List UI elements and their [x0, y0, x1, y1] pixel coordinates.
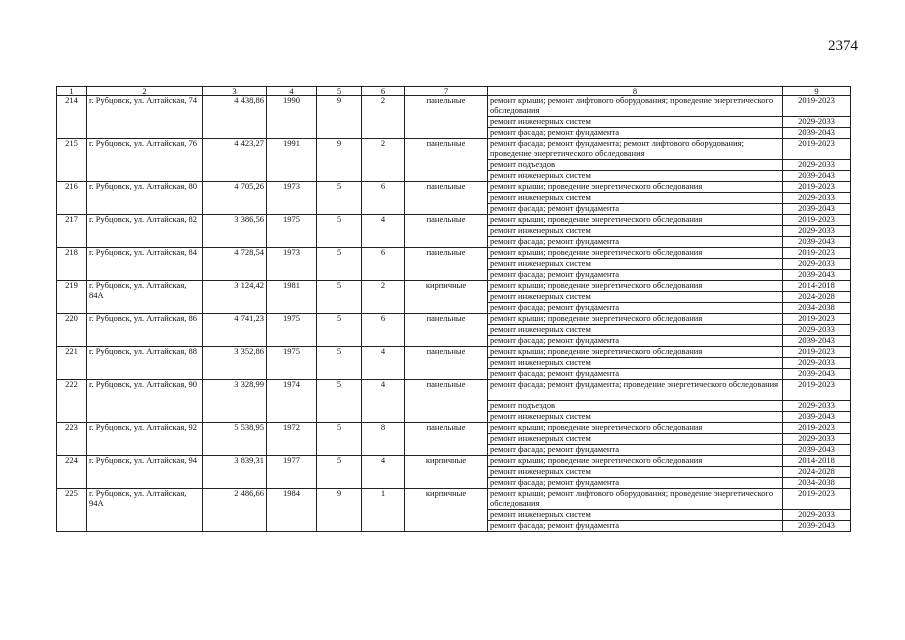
period-cell: 2039-2043: [783, 521, 851, 532]
floors-cell: 5: [317, 215, 362, 248]
column-header: 8: [488, 87, 783, 96]
work-type-cell: ремонт крыши; проведение энергетического обследования: [488, 314, 783, 325]
floors-cell: 5: [317, 456, 362, 489]
column-header: 3: [203, 87, 267, 96]
material-cell: панельные: [405, 139, 488, 182]
column-header: 9: [783, 87, 851, 96]
work-type-cell: ремонт крыши; проведение энергетического обследования: [488, 281, 783, 292]
address-cell: г. Рубцовск, ул. Алтайская, 84: [87, 248, 203, 281]
housing-repair-table: [56, 86, 851, 532]
period-cell: 2019-2023: [783, 347, 851, 358]
year-cell: 1975: [267, 215, 317, 248]
address-cell: г. Рубцовск, ул. Алтайская, 90: [87, 380, 203, 423]
area-cell: 4 438,86: [203, 96, 267, 139]
area-cell: 3 839,31: [203, 456, 267, 489]
work-type-cell: ремонт фасада; ремонт фундамента: [488, 237, 783, 248]
work-type-cell: ремонт подъездов: [488, 160, 783, 171]
table-row: [57, 380, 851, 401]
material-cell: кирпичные: [405, 489, 488, 532]
period-cell: 2024-2028: [783, 467, 851, 478]
work-type-cell: ремонт фасада; ремонт фундамента; проведение энергетического обследования: [488, 380, 783, 401]
work-type-cell: ремонт инженерных систем: [488, 434, 783, 445]
floors-cell: 5: [317, 423, 362, 456]
area-cell: 3 328,99: [203, 380, 267, 423]
year-cell: 1984: [267, 489, 317, 532]
address-cell: г. Рубцовск, ул. Алтайская, 94А: [87, 489, 203, 532]
table-row: [57, 139, 851, 160]
period-cell: 2019-2023: [783, 314, 851, 325]
period-cell: 2029-2033: [783, 401, 851, 412]
address-cell: г. Рубцовск, ул. Алтайская, 86: [87, 314, 203, 347]
period-cell: 2034-2038: [783, 478, 851, 489]
area-cell: 4 728,54: [203, 248, 267, 281]
period-cell: 2029-2033: [783, 358, 851, 369]
entrances-cell: 2: [362, 96, 405, 139]
period-cell: 2029-2033: [783, 193, 851, 204]
entrances-cell: 6: [362, 248, 405, 281]
area-cell: 3 352,86: [203, 347, 267, 380]
year-cell: 1977: [267, 456, 317, 489]
period-cell: 2029-2033: [783, 510, 851, 521]
work-type-cell: ремонт инженерных систем: [488, 467, 783, 478]
row-number: 222: [57, 380, 87, 423]
table-row: [57, 215, 851, 226]
table-row: [57, 248, 851, 259]
address-cell: г. Рубцовск, ул. Алтайская, 94: [87, 456, 203, 489]
row-number: 225: [57, 489, 87, 532]
period-cell: 2019-2023: [783, 380, 851, 401]
area-cell: 2 486,66: [203, 489, 267, 532]
entrances-cell: 4: [362, 347, 405, 380]
work-type-cell: ремонт фасада; ремонт фундамента: [488, 204, 783, 215]
work-type-cell: ремонт фасада; ремонт фундамента: [488, 303, 783, 314]
period-cell: 2029-2033: [783, 325, 851, 336]
period-cell: 2019-2023: [783, 182, 851, 193]
table-row: [57, 182, 851, 193]
work-type-cell: ремонт подъездов: [488, 401, 783, 412]
work-type-cell: ремонт крыши; проведение энергетического обследования: [488, 423, 783, 434]
row-number: 221: [57, 347, 87, 380]
period-cell: 2029-2033: [783, 117, 851, 128]
year-cell: 1975: [267, 314, 317, 347]
period-cell: 2029-2033: [783, 226, 851, 237]
floors-cell: 5: [317, 281, 362, 314]
material-cell: панельные: [405, 380, 488, 423]
work-type-cell: ремонт инженерных систем: [488, 325, 783, 336]
material-cell: панельные: [405, 182, 488, 215]
year-cell: 1981: [267, 281, 317, 314]
table-row: [57, 347, 851, 358]
period-cell: 2029-2033: [783, 160, 851, 171]
work-type-cell: ремонт фасада; ремонт фундамента; ремонт лифтового оборудования; проведение энергетического обследования: [488, 139, 783, 160]
material-cell: панельные: [405, 248, 488, 281]
material-cell: панельные: [405, 423, 488, 456]
row-number: 219: [57, 281, 87, 314]
table-row: [57, 423, 851, 434]
period-cell: 2039-2043: [783, 336, 851, 347]
entrances-cell: 6: [362, 182, 405, 215]
entrances-cell: 1: [362, 489, 405, 532]
work-type-cell: ремонт крыши; проведение энергетического обследования: [488, 248, 783, 259]
address-cell: г. Рубцовск, ул. Алтайская, 92: [87, 423, 203, 456]
column-header: 2: [87, 87, 203, 96]
floors-cell: 5: [317, 314, 362, 347]
work-type-cell: ремонт крыши; проведение энергетического обследования: [488, 215, 783, 226]
row-number: 215: [57, 139, 87, 182]
entrances-cell: 8: [362, 423, 405, 456]
year-cell: 1973: [267, 248, 317, 281]
row-number: 223: [57, 423, 87, 456]
column-header: 4: [267, 87, 317, 96]
address-cell: г. Рубцовск, ул. Алтайская, 88: [87, 347, 203, 380]
period-cell: 2014-2018: [783, 456, 851, 467]
column-number-row: [57, 87, 851, 96]
period-cell: 2039-2043: [783, 445, 851, 456]
work-type-cell: ремонт фасада; ремонт фундамента: [488, 521, 783, 532]
floors-cell: 9: [317, 96, 362, 139]
work-type-cell: ремонт инженерных систем: [488, 193, 783, 204]
column-header: 1: [57, 87, 87, 96]
entrances-cell: 4: [362, 380, 405, 423]
work-type-cell: ремонт фасада; ремонт фундамента: [488, 445, 783, 456]
entrances-cell: 4: [362, 215, 405, 248]
address-cell: г. Рубцовск, ул. Алтайская, 84А: [87, 281, 203, 314]
row-number: 218: [57, 248, 87, 281]
address-cell: г. Рубцовск, ул. Алтайская, 74: [87, 96, 203, 139]
column-header: 7: [405, 87, 488, 96]
table-row: [57, 314, 851, 325]
period-cell: 2019-2023: [783, 215, 851, 226]
work-type-cell: ремонт инженерных систем: [488, 171, 783, 182]
table-row: [57, 281, 851, 292]
work-type-cell: ремонт фасада; ремонт фундамента: [488, 478, 783, 489]
year-cell: 1991: [267, 139, 317, 182]
row-number: 214: [57, 96, 87, 139]
period-cell: 2019-2023: [783, 96, 851, 117]
work-type-cell: ремонт крыши; ремонт лифтового оборудования; проведение энергетического обследования: [488, 489, 783, 510]
period-cell: 2019-2023: [783, 139, 851, 160]
column-header: 6: [362, 87, 405, 96]
period-cell: 2039-2043: [783, 237, 851, 248]
material-cell: панельные: [405, 96, 488, 139]
row-number: 217: [57, 215, 87, 248]
period-cell: 2019-2023: [783, 248, 851, 259]
floors-cell: 9: [317, 489, 362, 532]
period-cell: 2039-2043: [783, 270, 851, 281]
work-type-cell: ремонт фасада; ремонт фундамента: [488, 369, 783, 380]
address-cell: г. Рубцовск, ул. Алтайская, 82: [87, 215, 203, 248]
address-cell: г. Рубцовск, ул. Алтайская, 76: [87, 139, 203, 182]
area-cell: 3 124,42: [203, 281, 267, 314]
material-cell: кирпичные: [405, 281, 488, 314]
work-type-cell: ремонт фасада; ремонт фундамента: [488, 128, 783, 139]
work-type-cell: ремонт крыши; проведение энергетического обследования: [488, 456, 783, 467]
entrances-cell: 6: [362, 314, 405, 347]
period-cell: 2019-2023: [783, 423, 851, 434]
year-cell: 1974: [267, 380, 317, 423]
address-cell: г. Рубцовск, ул. Алтайская, 80: [87, 182, 203, 215]
period-cell: 2039-2043: [783, 204, 851, 215]
work-type-cell: ремонт инженерных систем: [488, 358, 783, 369]
period-cell: 2039-2043: [783, 128, 851, 139]
table-row: [57, 456, 851, 467]
work-type-cell: ремонт инженерных систем: [488, 412, 783, 423]
period-cell: 2034-2038: [783, 303, 851, 314]
work-type-cell: ремонт инженерных систем: [488, 510, 783, 521]
work-type-cell: ремонт фасада; ремонт фундамента: [488, 336, 783, 347]
year-cell: 1972: [267, 423, 317, 456]
area-cell: 3 386,56: [203, 215, 267, 248]
period-cell: 2029-2033: [783, 259, 851, 270]
work-type-cell: ремонт инженерных систем: [488, 292, 783, 303]
floors-cell: 5: [317, 248, 362, 281]
work-type-cell: ремонт крыши; проведение энергетического обследования: [488, 182, 783, 193]
period-cell: 2019-2023: [783, 489, 851, 510]
floors-cell: 9: [317, 139, 362, 182]
floors-cell: 5: [317, 380, 362, 423]
area-cell: 4 705,26: [203, 182, 267, 215]
row-number: 220: [57, 314, 87, 347]
year-cell: 1975: [267, 347, 317, 380]
work-type-cell: ремонт инженерных систем: [488, 226, 783, 237]
entrances-cell: 2: [362, 281, 405, 314]
material-cell: панельные: [405, 215, 488, 248]
period-cell: 2014-2018: [783, 281, 851, 292]
entrances-cell: 4: [362, 456, 405, 489]
row-number: 216: [57, 182, 87, 215]
area-cell: 4 741,23: [203, 314, 267, 347]
material-cell: панельные: [405, 347, 488, 380]
year-cell: 1973: [267, 182, 317, 215]
table-row: [57, 96, 851, 117]
material-cell: кирпичные: [405, 456, 488, 489]
floors-cell: 5: [317, 182, 362, 215]
year-cell: 1990: [267, 96, 317, 139]
floors-cell: 5: [317, 347, 362, 380]
table-body: [57, 96, 851, 532]
entrances-cell: 2: [362, 139, 405, 182]
work-type-cell: ремонт крыши; ремонт лифтового оборудования; проведение энергетического обследования: [488, 96, 783, 117]
table-row: [57, 489, 851, 510]
work-type-cell: ремонт крыши; проведение энергетического обследования: [488, 347, 783, 358]
material-cell: панельные: [405, 314, 488, 347]
period-cell: 2039-2043: [783, 412, 851, 423]
period-cell: 2024-2028: [783, 292, 851, 303]
period-cell: 2039-2043: [783, 369, 851, 380]
period-cell: 2029-2033: [783, 434, 851, 445]
column-header: 5: [317, 87, 362, 96]
period-cell: 2039-2043: [783, 171, 851, 182]
work-type-cell: ремонт инженерных систем: [488, 117, 783, 128]
area-cell: 5 538,95: [203, 423, 267, 456]
page-number: 2374: [828, 38, 858, 54]
work-type-cell: ремонт инженерных систем: [488, 259, 783, 270]
work-type-cell: ремонт фасада; ремонт фундамента: [488, 270, 783, 281]
row-number: 224: [57, 456, 87, 489]
area-cell: 4 423,27: [203, 139, 267, 182]
